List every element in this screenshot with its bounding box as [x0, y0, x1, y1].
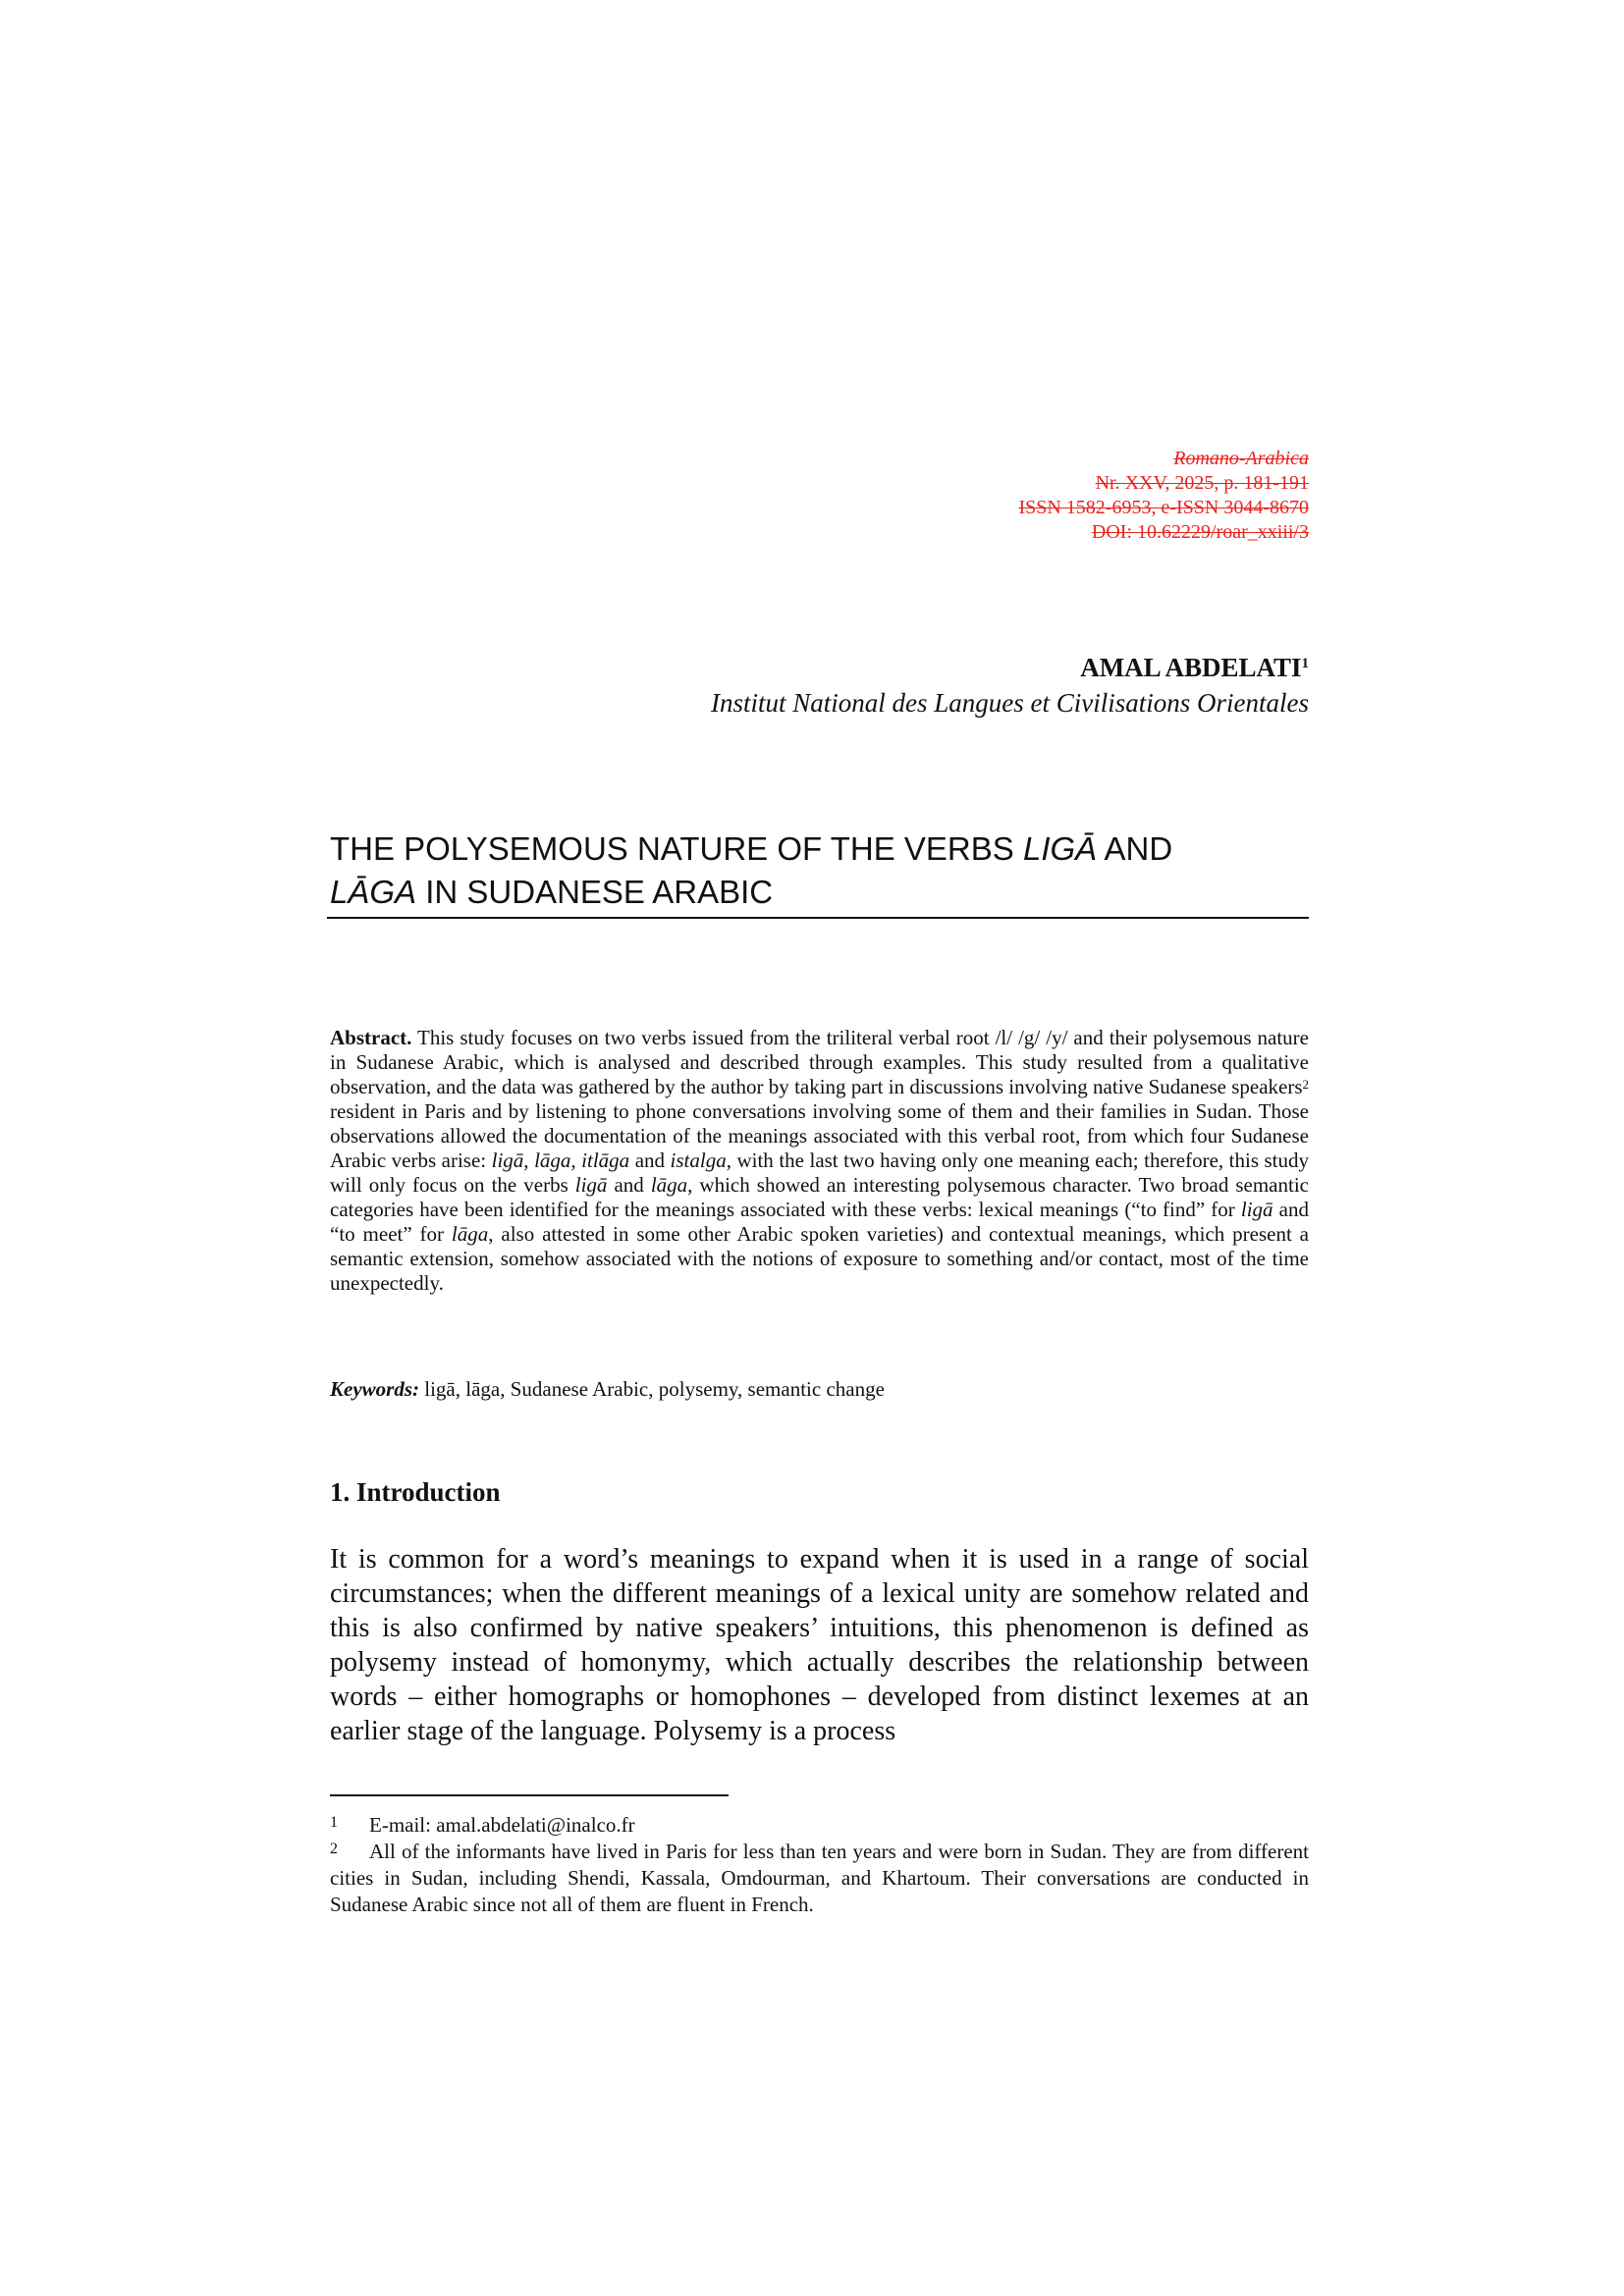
abstract-text: and: [629, 1148, 671, 1172]
author-affiliation: Institut National des Langues et Civilisations Orientales: [710, 688, 1309, 718]
keywords-text: ligā, lāga, Sudanese Arabic, polysemy, semantic change: [419, 1377, 885, 1401]
journal-name: Romano-Arabica: [1173, 448, 1309, 469]
author-name: [491, 651, 1309, 684]
abstract-label: Abstract.: [330, 1026, 412, 1049]
verb-term: ligā: [491, 1148, 524, 1172]
verb-term: lāga: [451, 1222, 489, 1246]
footnote-text: All of the informants have lived in Paris for less than ten years and were born in Sudan. They are from different cities in Sudan, including Shendi, Kassala, Omdourman, and Khartoum. Their conversations are conducted in Sudanese Arabic since not all of them are fluent in French.: [330, 1840, 1309, 1916]
title-verb: LĀGA: [330, 874, 417, 910]
footnote-2: [330, 1839, 1309, 1918]
abstract-text: ,: [570, 1148, 582, 1172]
issue-pages: Nr. XXV, 2025, p. 181-191: [1095, 472, 1309, 494]
verb-term: ligā: [574, 1173, 608, 1197]
verb-term: lāga: [534, 1148, 571, 1172]
verb-term: lāga: [650, 1173, 688, 1197]
footnote-number: 2: [330, 1841, 338, 1857]
abstract-text: resident in Paris and by listening to phone conversations involving some of them and their families in Sudan. Those observations allowed the documentation of the meanings associated with this verbal root, from which four Sudanese Arabic verbs arise:: [330, 1099, 1309, 1172]
footnote-ref[interactable]: 2: [1302, 1077, 1309, 1092]
keywords: [330, 1377, 1309, 1402]
abstract-text: , with the last two having only one meaning each; therefore, this study will only focus on the verbs: [330, 1148, 1310, 1197]
footnote-1: [330, 1812, 1309, 1839]
doi: DOI: 10.62229/roar_xxiii/3: [1091, 521, 1309, 543]
author-footnote-mark: 1: [1301, 656, 1309, 671]
abstract-text: and “to meet” for: [330, 1198, 1309, 1246]
abstract: [330, 1026, 1309, 1296]
issn: ISSN 1582-6953, e-ISSN 3044-8670: [1018, 497, 1309, 518]
title-verb: LIGĀ: [1022, 830, 1098, 867]
footnote-number: 1: [330, 1814, 338, 1831]
journal-header: [884, 447, 1309, 545]
author-block: [491, 651, 1309, 721]
paper-title: [330, 828, 1309, 914]
footnote-separator: [330, 1794, 729, 1796]
verb-term: itlāga: [581, 1148, 630, 1172]
footnotes: [330, 1812, 1309, 1918]
title-part: THE POLYSEMOUS NATURE OF THE VERBS: [330, 830, 1023, 867]
title-part: IN SUDANESE ARABIC: [416, 874, 774, 910]
author-name-text: AMAL ABDELATI: [1080, 653, 1302, 682]
verb-term: istalga: [670, 1148, 727, 1172]
abstract-text: , which showed an interesting polysemous character. Two broad semantic categories have been identified for the meanings associated with these verbs: lexical meanings (“to find” for: [330, 1173, 1309, 1221]
title-part: AND: [1097, 830, 1173, 867]
abstract-text: ,: [523, 1148, 535, 1172]
abstract-text: and: [607, 1173, 651, 1197]
abstract-text: , also attested in some other Arabic spoken varieties) and contextual meanings, which present a semantic extension, somehow associated with the notions of exposure to something and/or contact, most of the time unexpectedly.: [330, 1222, 1309, 1295]
title-underline: [327, 917, 1309, 919]
intro-paragraph: It is common for a word’s meanings to expand when it is used in a range of social circumstances; when the different meanings of a lexical unity are somehow related and this is also confirmed by native speakers’ intuitions, this phenomenon is defined as polysemy instead of homonymy, which actually describes the relationship between words – either homographs or homophones – developed from distinct lexemes at an earlier stage of the language. Polysemy is a process: [330, 1544, 1309, 1746]
abstract-text: This study focuses on two verbs issued from the triliteral verbal root /l/ /g/ /y/ and their polysemous nature in Sudanese Arabic, which is analysed and described through examples. This study resulted from a qualitative observation, and the data was gathered by the author by taking part in discussions involving native Sudanese speakers: [330, 1026, 1309, 1098]
section-heading: 1. Introduction: [330, 1477, 501, 1507]
verb-term: ligā: [1240, 1198, 1273, 1221]
keywords-label: Keywords:: [330, 1377, 419, 1401]
footnote-text: E-mail: amal.abdelati@inalco.fr: [369, 1813, 635, 1837]
